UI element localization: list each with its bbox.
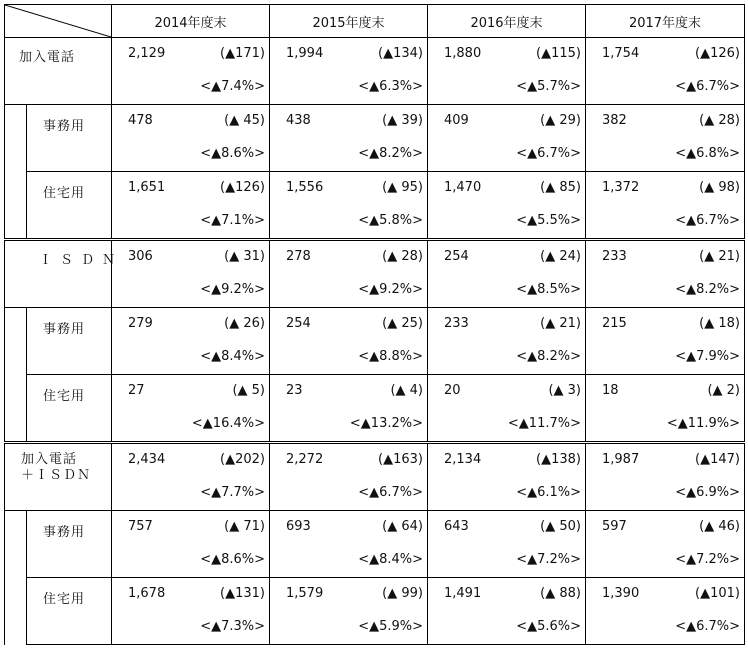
change-value: (▲147) — [695, 452, 740, 467]
count-value: 2,272 — [286, 452, 324, 467]
change-rate: <▲8.4%> — [200, 349, 265, 364]
change-rate: <▲5.8%> — [358, 213, 423, 228]
change-value: (▲ 50) — [540, 519, 581, 534]
group-row — [5, 240, 745, 308]
value-cell — [586, 38, 745, 105]
year-header: 2017年度末 — [586, 5, 745, 38]
count-value: 693 — [286, 519, 311, 534]
change-value: (▲ 95) — [382, 180, 423, 195]
count-value: 1,556 — [286, 180, 324, 195]
change-value: (▲101) — [695, 586, 740, 601]
value-cell — [428, 105, 586, 172]
change-value: (▲ 64) — [382, 519, 423, 534]
sub-row — [5, 308, 745, 375]
value-cell — [586, 375, 745, 443]
count-value: 20 — [444, 383, 461, 398]
count-value: 478 — [128, 113, 153, 128]
value-cell — [112, 240, 270, 308]
count-value: 1,470 — [444, 180, 482, 195]
value-cell — [112, 375, 270, 443]
change-value: (▲ 26) — [224, 316, 265, 331]
count-value: 306 — [128, 249, 153, 264]
change-rate: <▲5.5%> — [516, 213, 581, 228]
count-value: 233 — [444, 316, 469, 331]
subscriber-table — [4, 4, 745, 645]
change-value: (▲ 25) — [382, 316, 423, 331]
count-value: 215 — [602, 316, 627, 331]
change-value: (▲126) — [695, 46, 740, 61]
change-rate: <▲8.2%> — [675, 282, 740, 297]
value-cell — [428, 443, 586, 511]
value-cell — [270, 308, 428, 375]
count-value: 1,987 — [602, 452, 640, 467]
value-cell — [112, 172, 270, 240]
change-value: (▲ 3) — [548, 383, 581, 398]
change-value: (▲163) — [378, 452, 423, 467]
change-rate: <▲5.6%> — [516, 619, 581, 634]
change-value: (▲ 88) — [540, 586, 581, 601]
change-rate: <▲8.4%> — [358, 552, 423, 567]
header-row — [5, 5, 745, 38]
count-value: 1,994 — [286, 46, 324, 61]
count-value: 2,434 — [128, 452, 166, 467]
change-value: (▲ 85) — [540, 180, 581, 195]
value-cell — [428, 172, 586, 240]
value-cell — [270, 38, 428, 105]
change-rate: <▲9.2%> — [358, 282, 423, 297]
value-cell — [586, 172, 745, 240]
sub-label-cell — [27, 308, 112, 375]
change-rate: <▲7.2%> — [675, 552, 740, 567]
sub-label-cell — [27, 105, 112, 172]
change-value: (▲ 21) — [540, 316, 581, 331]
count-value: 382 — [602, 113, 627, 128]
change-rate: <▲6.3%> — [358, 79, 423, 94]
change-value: (▲ 98) — [699, 180, 740, 195]
value-cell — [270, 511, 428, 578]
change-value: (▲ 5) — [232, 383, 265, 398]
group-label-cell — [5, 240, 124, 308]
group-label-cell — [5, 38, 112, 105]
change-rate: <▲7.9%> — [675, 349, 740, 364]
value-cell — [112, 308, 270, 375]
group-row — [5, 443, 745, 511]
change-value: (▲ 4) — [390, 383, 423, 398]
change-value: (▲ 45) — [224, 113, 265, 128]
count-value: 409 — [444, 113, 469, 128]
year-header: 2016年度末 — [428, 5, 586, 38]
change-rate: <▲5.9%> — [358, 619, 423, 634]
value-cell — [586, 105, 745, 172]
sub-label: 住宅用 — [43, 592, 86, 607]
change-rate: <▲8.8%> — [358, 349, 423, 364]
change-value: (▲202) — [220, 452, 265, 467]
change-value: (▲131) — [220, 586, 265, 601]
value-cell — [428, 308, 586, 375]
change-rate: <▲6.7%> — [675, 213, 740, 228]
value-cell — [270, 240, 428, 308]
change-rate: <▲9.2%> — [200, 282, 265, 297]
indent-cell — [5, 511, 27, 578]
change-value: (▲134) — [378, 46, 423, 61]
sub-row — [5, 511, 745, 578]
change-rate: <▲6.7%> — [516, 146, 581, 161]
indent-cell — [5, 172, 27, 240]
count-value: 2,134 — [444, 452, 482, 467]
indent-cell — [5, 308, 27, 375]
value-cell — [428, 38, 586, 105]
value-cell — [112, 578, 270, 645]
change-value: (▲ 24) — [540, 249, 581, 264]
value-cell — [586, 443, 745, 511]
count-value: 1,678 — [128, 586, 166, 601]
count-value: 1,880 — [444, 46, 482, 61]
count-value: 27 — [128, 383, 145, 398]
change-rate: <▲11.9%> — [666, 416, 740, 431]
count-value: 254 — [286, 316, 311, 331]
year-header: 2015年度末 — [270, 5, 428, 38]
value-cell — [112, 511, 270, 578]
change-rate: <▲5.7%> — [516, 79, 581, 94]
value-cell — [270, 105, 428, 172]
value-cell — [586, 578, 745, 645]
change-rate: <▲8.2%> — [516, 349, 581, 364]
group-label-cell — [5, 443, 112, 511]
sub-row — [5, 375, 745, 443]
indent-cell — [5, 375, 27, 443]
change-value: (▲ 2) — [707, 383, 740, 398]
sub-label: 事務用 — [43, 119, 86, 134]
change-value: (▲ 28) — [699, 113, 740, 128]
change-value: (▲ 99) — [382, 586, 423, 601]
change-value: (▲ 21) — [699, 249, 740, 264]
change-rate: <▲6.9%> — [675, 485, 740, 500]
value-cell — [428, 240, 586, 308]
count-value: 2,129 — [128, 46, 166, 61]
sub-row — [5, 578, 745, 645]
change-value: (▲ 29) — [540, 113, 581, 128]
count-value: 597 — [602, 519, 627, 534]
group-label: 加入電話 — [19, 50, 76, 65]
value-cell — [428, 375, 586, 443]
sub-label-cell — [27, 578, 112, 645]
value-cell — [112, 38, 270, 105]
indent-cell — [5, 105, 27, 172]
count-value: 23 — [286, 383, 303, 398]
change-value: (▲138) — [536, 452, 581, 467]
corner-cell — [5, 5, 112, 38]
sub-label: 事務用 — [43, 525, 86, 540]
change-rate: <▲7.2%> — [516, 552, 581, 567]
sub-label: 事務用 — [43, 322, 86, 337]
value-cell — [270, 375, 428, 443]
count-value: 233 — [602, 249, 627, 264]
count-value: 1,579 — [286, 586, 324, 601]
value-cell — [586, 240, 745, 308]
sub-label: 住宅用 — [43, 389, 86, 404]
sub-row — [5, 105, 745, 172]
count-value: 1,754 — [602, 46, 640, 61]
count-value: 1,651 — [128, 180, 166, 195]
change-value: (▲126) — [220, 180, 265, 195]
count-value: 279 — [128, 316, 153, 331]
change-value: (▲ 71) — [224, 519, 265, 534]
sub-label-cell — [27, 172, 112, 240]
value-cell — [270, 578, 428, 645]
diagonal-line-icon — [5, 5, 111, 37]
count-value: 254 — [444, 249, 469, 264]
change-rate: <▲7.1%> — [200, 213, 265, 228]
change-rate: <▲6.7%> — [675, 79, 740, 94]
count-value: 1,372 — [602, 180, 640, 195]
change-rate: <▲8.6%> — [200, 146, 265, 161]
count-value: 18 — [602, 383, 619, 398]
sub-row — [5, 172, 745, 240]
change-rate: <▲8.5%> — [516, 282, 581, 297]
change-value: (▲ 28) — [382, 249, 423, 264]
change-value: (▲ 18) — [699, 316, 740, 331]
indent-cell — [5, 578, 27, 645]
change-rate: <▲7.4%> — [200, 79, 265, 94]
count-value: 757 — [128, 519, 153, 534]
count-value: 438 — [286, 113, 311, 128]
change-rate: <▲6.8%> — [675, 146, 740, 161]
value-cell — [428, 511, 586, 578]
value-cell — [428, 578, 586, 645]
change-rate: <▲13.2%> — [349, 416, 423, 431]
change-value: (▲171) — [220, 46, 265, 61]
group-label: 加入電話 ＋ＩＳＤＮ — [21, 452, 92, 483]
value-cell — [112, 443, 270, 511]
value-cell — [586, 308, 745, 375]
change-rate: <▲6.7%> — [358, 485, 423, 500]
change-rate: <▲8.2%> — [358, 146, 423, 161]
value-cell — [270, 443, 428, 511]
count-value: 1,491 — [444, 586, 482, 601]
count-value: 1,390 — [602, 586, 640, 601]
change-rate: <▲7.3%> — [200, 619, 265, 634]
year-header: 2014年度末 — [112, 5, 270, 38]
change-rate: <▲6.7%> — [675, 619, 740, 634]
value-cell — [586, 511, 745, 578]
change-value: (▲115) — [536, 46, 581, 61]
value-cell — [112, 105, 270, 172]
change-rate: <▲16.4%> — [191, 416, 265, 431]
sub-label: 住宅用 — [43, 186, 86, 201]
group-label: ＩＳＤＮ — [39, 253, 124, 268]
value-cell — [270, 172, 428, 240]
change-rate: <▲6.1%> — [516, 485, 581, 500]
change-rate: <▲7.7%> — [200, 485, 265, 500]
sub-label-cell — [27, 511, 112, 578]
change-value: (▲ 46) — [699, 519, 740, 534]
change-rate: <▲8.6%> — [200, 552, 265, 567]
change-value: (▲ 31) — [224, 249, 265, 264]
sub-label-cell — [27, 375, 112, 443]
change-rate: <▲11.7%> — [507, 416, 581, 431]
count-value: 643 — [444, 519, 469, 534]
group-row — [5, 38, 745, 105]
count-value: 278 — [286, 249, 311, 264]
change-value: (▲ 39) — [382, 113, 423, 128]
